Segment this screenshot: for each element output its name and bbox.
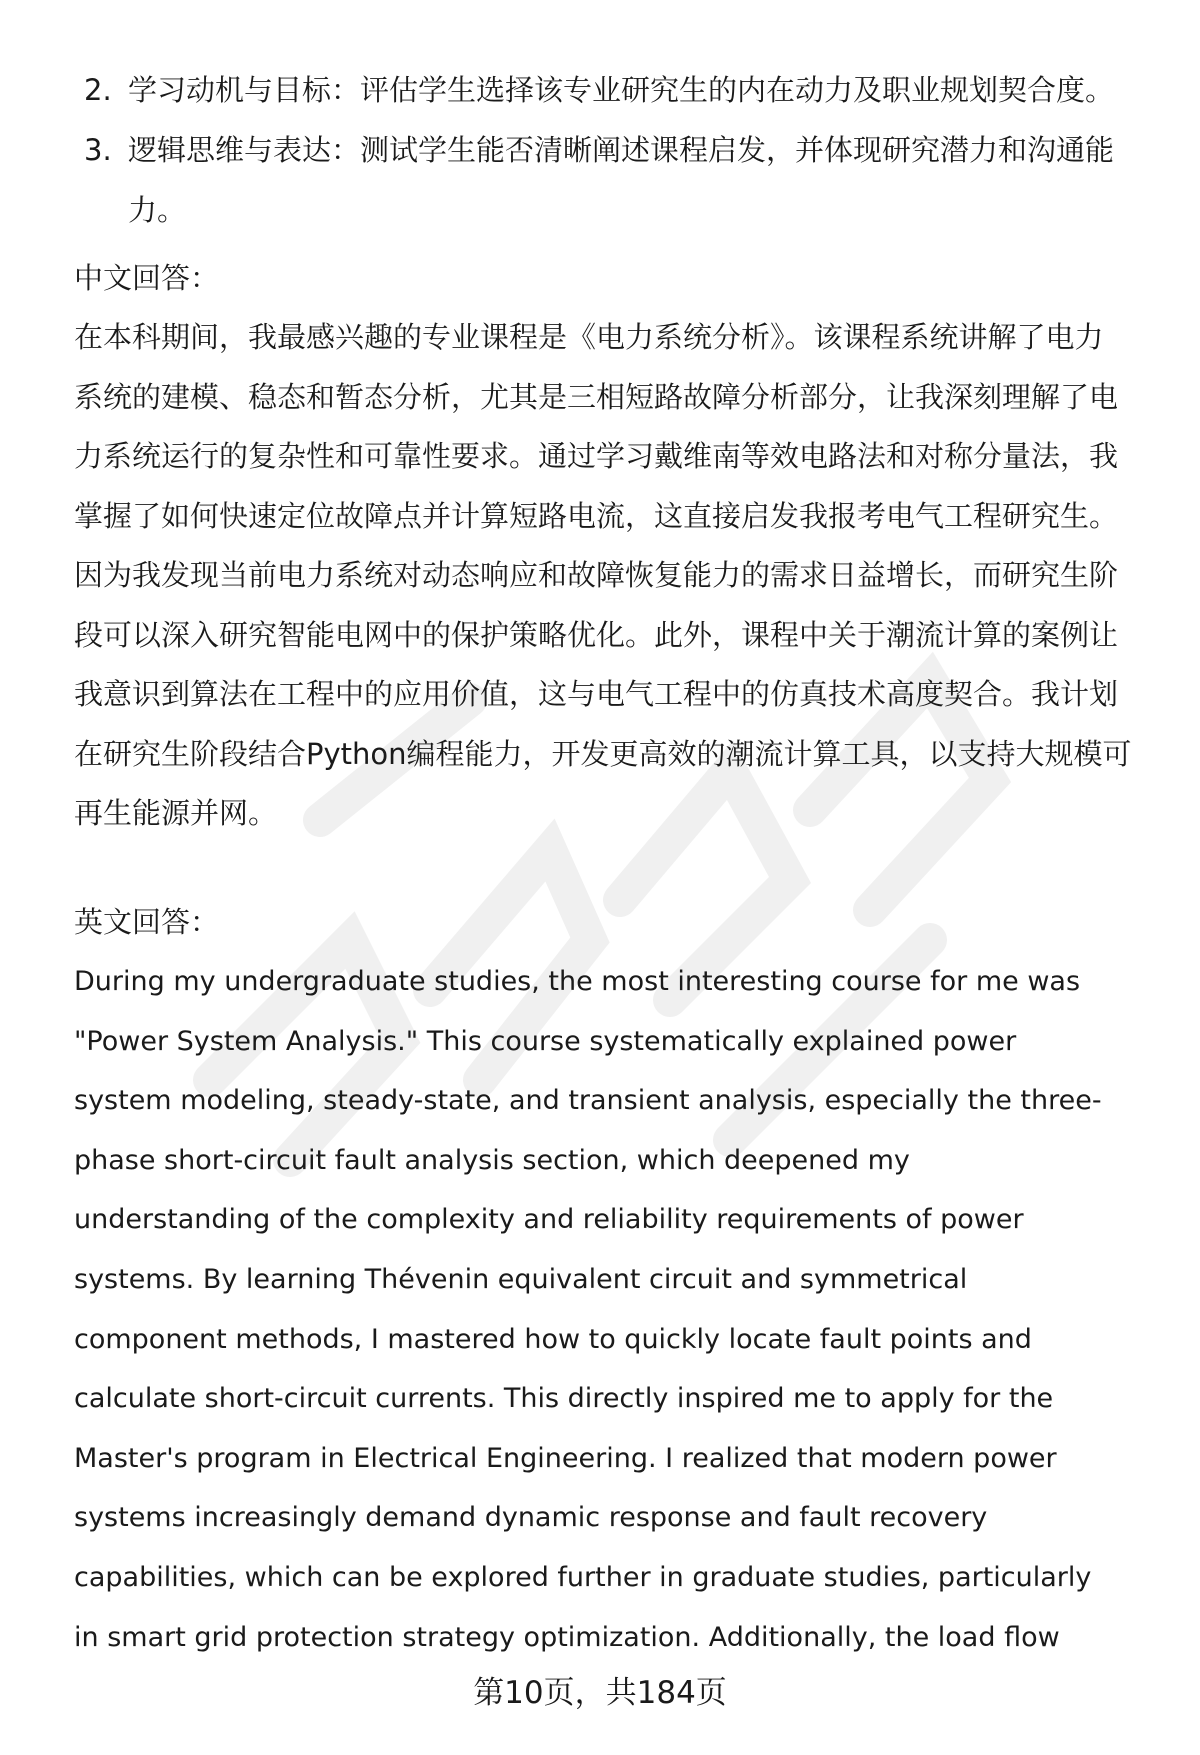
paragraph-line: 掌握了如何快速定位故障点并计算短路电流，这直接启发我报考电气工程研究生。	[74, 498, 1119, 533]
paragraph-line: phase short-circuit fault analysis section, which deepened my	[74, 1144, 910, 1176]
paragraph-line: systems. By learning Thévenin equivalent circuit and symmetrical	[74, 1263, 968, 1295]
criteria-number: 2.	[84, 73, 112, 107]
criteria-text: 逻辑思维与表达：测试学生能否清晰阐述课程启发，并体现研究潜力和沟通能	[128, 133, 1115, 167]
criteria-item-3	[80, 120, 1140, 240]
page-indicator: 第10页，共184页	[473, 1675, 727, 1711]
paragraph-line: 力系统运行的复杂性和可靠性要求。通过学习戴维南等效电路法和对称分量法，我	[74, 439, 1119, 473]
paragraph-line: capabilities, which can be explored further in graduate studies, particularly	[74, 1561, 1092, 1593]
chinese-answer-label: 中文回答：	[74, 261, 220, 295]
paragraph-line: 因为我发现当前电力系统对动态响应和故障恢复能力的需求日益增长，而研究生阶	[74, 558, 1119, 592]
paragraph-line: 在本科期间，我最感兴趣的专业课程是《电力系统分析》。该课程系统讲解了电力	[74, 320, 1104, 354]
english-answer-label: 英文回答：	[74, 905, 220, 939]
paragraph-line: systems increasingly demand dynamic response and fault recovery	[74, 1502, 988, 1534]
paragraph-line: 再生能源并网。	[74, 796, 278, 830]
paragraph-line: 我意识到算法在工程中的应用价值，这与电气工程中的仿真技术高度契合。我计划	[74, 677, 1119, 711]
paragraph-line: 段可以深入研究智能电网中的保护策略优化。此外，课程中关于潮流计算的案例让	[74, 617, 1119, 652]
paragraph-line: "Power System Analysis." This course systematically explained power	[74, 1025, 1017, 1057]
criteria-item-2	[80, 60, 1140, 120]
paragraph-line: in smart grid protection strategy optimization. Additionally, the load flow	[74, 1621, 1060, 1653]
paragraph-line: During my undergraduate studies, the most interesting course for me was	[74, 966, 1081, 997]
paragraph-line: system modeling, steady-state, and transient analysis, especially the three-	[74, 1085, 1102, 1117]
paragraph-line: understanding of the complexity and reliability requirements of power	[74, 1204, 1024, 1236]
paragraph-line: calculate short-circuit currents. This directly inspired me to apply for the	[74, 1383, 1054, 1415]
chinese-answer-paragraph	[74, 308, 1164, 844]
criteria-text: 力。	[128, 193, 187, 227]
paragraph-line: Master's program in Electrical Engineering. I realized that modern power	[74, 1442, 1057, 1474]
english-answer-paragraph	[74, 952, 1164, 1667]
paragraph-line: component methods, I mastered how to quickly locate fault points and	[74, 1323, 1032, 1355]
criteria-list	[80, 60, 1140, 240]
criteria-number: 3.	[84, 133, 112, 167]
paragraph-line: 在研究生阶段结合Python编程能力，开发更高效的潮流计算工具，以支持大规模可	[74, 736, 1132, 771]
paragraph-line: 系统的建模、稳态和暂态分析，尤其是三相短路故障分析部分，让我深刻理解了电	[74, 379, 1119, 414]
criteria-text: 学习动机与目标：评估学生选择该专业研究生的内在动力及职业规划契合度。	[128, 73, 1115, 107]
